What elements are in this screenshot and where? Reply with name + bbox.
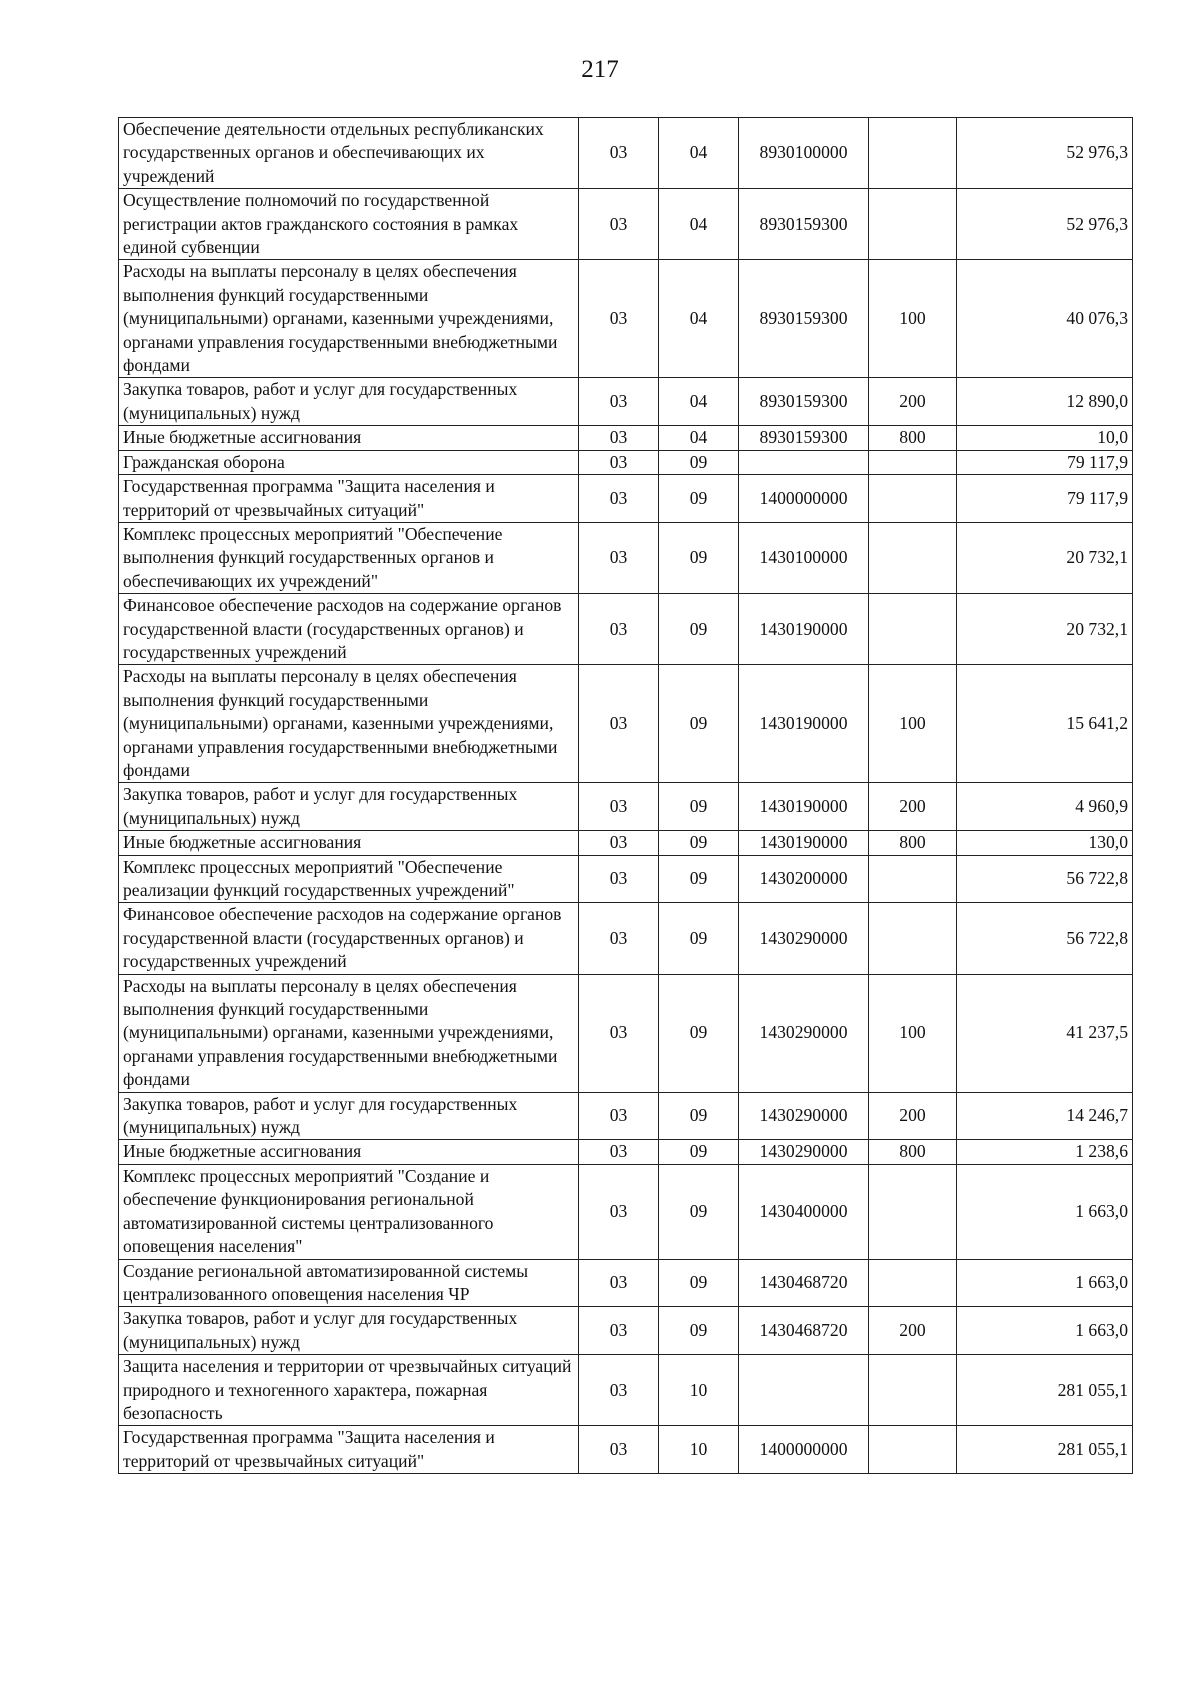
table-row bbox=[119, 1140, 1133, 1164]
subsection-code-cell: 09 bbox=[659, 974, 739, 1092]
row-name-cell: Гражданская оборона bbox=[119, 450, 579, 474]
target-article-cell: 1430190000 bbox=[739, 783, 869, 831]
expense-type-cell: 200 bbox=[869, 1092, 957, 1140]
subsection-code-cell: 04 bbox=[659, 260, 739, 378]
section-code-cell: 03 bbox=[579, 522, 659, 593]
target-article-cell: 1430290000 bbox=[739, 903, 869, 974]
section-code-cell: 03 bbox=[579, 189, 659, 260]
subsection-code-cell: 04 bbox=[659, 426, 739, 450]
table-row bbox=[119, 1426, 1133, 1474]
section-code-cell: 03 bbox=[579, 783, 659, 831]
subsection-code-cell: 09 bbox=[659, 783, 739, 831]
row-name-cell: Финансовое обеспечение расходов на содержание органов государственной власти (государственных органов) и государственных учреждений bbox=[119, 903, 579, 974]
amount-cell: 10,0 bbox=[957, 426, 1133, 450]
section-code-cell: 03 bbox=[579, 475, 659, 523]
amount-cell: 52 976,3 bbox=[957, 118, 1133, 189]
target-article-cell: 8930159300 bbox=[739, 189, 869, 260]
amount-cell: 281 055,1 bbox=[957, 1426, 1133, 1474]
expense-type-cell: 800 bbox=[869, 831, 957, 855]
amount-cell: 15 641,2 bbox=[957, 665, 1133, 783]
expense-type-cell bbox=[869, 1426, 957, 1474]
target-article-cell: 1430190000 bbox=[739, 831, 869, 855]
expense-type-cell: 200 bbox=[869, 783, 957, 831]
target-article-cell: 1430190000 bbox=[739, 665, 869, 783]
table-row bbox=[119, 1092, 1133, 1140]
target-article-cell: 1430290000 bbox=[739, 1140, 869, 1164]
section-code-cell: 03 bbox=[579, 831, 659, 855]
row-name-cell: Комплекс процессных мероприятий "Обеспечение выполнения функций государственных органов и обеспечивающих их учреждений" bbox=[119, 522, 579, 593]
row-name-cell: Расходы на выплаты персоналу в целях обеспечения выполнения функций государственными (муниципальными) органами, казенными учреждениями, органами управления государственными внебюджетными фондами bbox=[119, 260, 579, 378]
table-row bbox=[119, 260, 1133, 378]
subsection-code-cell: 04 bbox=[659, 378, 739, 426]
target-article-cell: 8930100000 bbox=[739, 118, 869, 189]
section-code-cell: 03 bbox=[579, 118, 659, 189]
row-name-cell: Расходы на выплаты персоналу в целях обеспечения выполнения функций государственными (муниципальными) органами, казенными учреждениями, органами управления государственными внебюджетными фондами bbox=[119, 974, 579, 1092]
subsection-code-cell: 09 bbox=[659, 475, 739, 523]
subsection-code-cell: 09 bbox=[659, 903, 739, 974]
budget-table bbox=[118, 117, 1133, 1474]
row-name-cell: Финансовое обеспечение расходов на содержание органов государственной власти (государственных органов) и государственных учреждений bbox=[119, 594, 579, 665]
subsection-code-cell: 09 bbox=[659, 594, 739, 665]
row-name-cell: Создание региональной автоматизированной системы централизованного оповещения населения ЧР bbox=[119, 1259, 579, 1307]
table-row bbox=[119, 1307, 1133, 1355]
section-code-cell: 03 bbox=[579, 260, 659, 378]
expense-type-cell: 100 bbox=[869, 974, 957, 1092]
expense-type-cell bbox=[869, 1164, 957, 1259]
subsection-code-cell: 10 bbox=[659, 1426, 739, 1474]
row-name-cell: Расходы на выплаты персоналу в целях обеспечения выполнения функций государственными (муниципальными) органами, казенными учреждениями, органами управления государственными внебюджетными фондами bbox=[119, 665, 579, 783]
amount-cell: 1 238,6 bbox=[957, 1140, 1133, 1164]
section-code-cell: 03 bbox=[579, 855, 659, 903]
target-article-cell: 1430400000 bbox=[739, 1164, 869, 1259]
amount-cell: 12 890,0 bbox=[957, 378, 1133, 426]
expense-type-cell bbox=[869, 450, 957, 474]
expense-type-cell: 200 bbox=[869, 1307, 957, 1355]
table-row bbox=[119, 450, 1133, 474]
amount-cell: 41 237,5 bbox=[957, 974, 1133, 1092]
expense-type-cell bbox=[869, 855, 957, 903]
amount-cell: 79 117,9 bbox=[957, 450, 1133, 474]
row-name-cell: Комплекс процессных мероприятий "Обеспечение реализации функций государственных учреждений" bbox=[119, 855, 579, 903]
amount-cell: 52 976,3 bbox=[957, 189, 1133, 260]
row-name-cell: Государственная программа "Защита населения и территорий от чрезвычайных ситуаций" bbox=[119, 1426, 579, 1474]
subsection-code-cell: 04 bbox=[659, 189, 739, 260]
expense-type-cell: 100 bbox=[869, 260, 957, 378]
subsection-code-cell: 09 bbox=[659, 1092, 739, 1140]
subsection-code-cell: 09 bbox=[659, 855, 739, 903]
row-name-cell: Закупка товаров, работ и услуг для государственных (муниципальных) нужд bbox=[119, 378, 579, 426]
table-row bbox=[119, 783, 1133, 831]
subsection-code-cell: 10 bbox=[659, 1355, 739, 1426]
row-name-cell: Осуществление полномочий по государственной регистрации актов гражданского состояния в рамках единой субвенции bbox=[119, 189, 579, 260]
row-name-cell: Закупка товаров, работ и услуг для государственных (муниципальных) нужд bbox=[119, 1307, 579, 1355]
expense-type-cell bbox=[869, 475, 957, 523]
subsection-code-cell: 09 bbox=[659, 665, 739, 783]
section-code-cell: 03 bbox=[579, 665, 659, 783]
target-article-cell: 1430468720 bbox=[739, 1259, 869, 1307]
amount-cell: 20 732,1 bbox=[957, 594, 1133, 665]
section-code-cell: 03 bbox=[579, 378, 659, 426]
target-article-cell: 1430468720 bbox=[739, 1307, 869, 1355]
target-article-cell: 1400000000 bbox=[739, 1426, 869, 1474]
section-code-cell: 03 bbox=[579, 974, 659, 1092]
table-row bbox=[119, 118, 1133, 189]
table-row bbox=[119, 475, 1133, 523]
target-article-cell: 1430190000 bbox=[739, 594, 869, 665]
amount-cell: 40 076,3 bbox=[957, 260, 1133, 378]
section-code-cell: 03 bbox=[579, 426, 659, 450]
target-article-cell: 1430100000 bbox=[739, 522, 869, 593]
expense-type-cell bbox=[869, 1355, 957, 1426]
amount-cell: 20 732,1 bbox=[957, 522, 1133, 593]
row-name-cell: Обеспечение деятельности отдельных республиканских государственных органов и обеспечивающих их учреждений bbox=[119, 118, 579, 189]
subsection-code-cell: 09 bbox=[659, 1259, 739, 1307]
table-row bbox=[119, 855, 1133, 903]
section-code-cell: 03 bbox=[579, 1426, 659, 1474]
table-row bbox=[119, 426, 1133, 450]
subsection-code-cell: 09 bbox=[659, 1307, 739, 1355]
amount-cell: 79 117,9 bbox=[957, 475, 1133, 523]
table-row bbox=[119, 189, 1133, 260]
table-row bbox=[119, 903, 1133, 974]
expense-type-cell: 800 bbox=[869, 426, 957, 450]
expense-type-cell bbox=[869, 118, 957, 189]
amount-cell: 1 663,0 bbox=[957, 1307, 1133, 1355]
table-row bbox=[119, 974, 1133, 1092]
subsection-code-cell: 09 bbox=[659, 1140, 739, 1164]
expense-type-cell: 800 bbox=[869, 1140, 957, 1164]
expense-type-cell bbox=[869, 594, 957, 665]
section-code-cell: 03 bbox=[579, 1164, 659, 1259]
expense-type-cell bbox=[869, 1259, 957, 1307]
target-article-cell: 1430290000 bbox=[739, 974, 869, 1092]
row-name-cell: Закупка товаров, работ и услуг для государственных (муниципальных) нужд bbox=[119, 783, 579, 831]
section-code-cell: 03 bbox=[579, 1140, 659, 1164]
row-name-cell: Комплекс процессных мероприятий "Создание и обеспечение функционирования региональной автоматизированной системы централизованного оповещения населения" bbox=[119, 1164, 579, 1259]
expense-type-cell bbox=[869, 189, 957, 260]
table-row bbox=[119, 1355, 1133, 1426]
target-article-cell: 1400000000 bbox=[739, 475, 869, 523]
section-code-cell: 03 bbox=[579, 903, 659, 974]
table-row bbox=[119, 378, 1133, 426]
subsection-code-cell: 09 bbox=[659, 1164, 739, 1259]
amount-cell: 56 722,8 bbox=[957, 855, 1133, 903]
target-article-cell: 8930159300 bbox=[739, 378, 869, 426]
table-row bbox=[119, 831, 1133, 855]
target-article-cell: 8930159300 bbox=[739, 260, 869, 378]
row-name-cell: Иные бюджетные ассигнования bbox=[119, 831, 579, 855]
expense-type-cell: 200 bbox=[869, 378, 957, 426]
amount-cell: 56 722,8 bbox=[957, 903, 1133, 974]
section-code-cell: 03 bbox=[579, 1259, 659, 1307]
expense-type-cell bbox=[869, 522, 957, 593]
amount-cell: 1 663,0 bbox=[957, 1164, 1133, 1259]
table-row bbox=[119, 1259, 1133, 1307]
subsection-code-cell: 09 bbox=[659, 522, 739, 593]
target-article-cell bbox=[739, 450, 869, 474]
section-code-cell: 03 bbox=[579, 1307, 659, 1355]
row-name-cell: Иные бюджетные ассигнования bbox=[119, 426, 579, 450]
section-code-cell: 03 bbox=[579, 1355, 659, 1426]
row-name-cell: Иные бюджетные ассигнования bbox=[119, 1140, 579, 1164]
table-row bbox=[119, 522, 1133, 593]
expense-type-cell: 100 bbox=[869, 665, 957, 783]
budget-table-body bbox=[119, 118, 1133, 1474]
section-code-cell: 03 bbox=[579, 450, 659, 474]
target-article-cell bbox=[739, 1355, 869, 1426]
table-row bbox=[119, 1164, 1133, 1259]
section-code-cell: 03 bbox=[579, 594, 659, 665]
table-row bbox=[119, 594, 1133, 665]
target-article-cell: 1430290000 bbox=[739, 1092, 869, 1140]
page-number: 217 bbox=[581, 56, 619, 83]
expense-type-cell bbox=[869, 903, 957, 974]
amount-cell: 1 663,0 bbox=[957, 1259, 1133, 1307]
subsection-code-cell: 09 bbox=[659, 450, 739, 474]
amount-cell: 14 246,7 bbox=[957, 1092, 1133, 1140]
table-row bbox=[119, 665, 1133, 783]
amount-cell: 130,0 bbox=[957, 831, 1133, 855]
row-name-cell: Государственная программа "Защита населения и территорий от чрезвычайных ситуаций" bbox=[119, 475, 579, 523]
target-article-cell: 1430200000 bbox=[739, 855, 869, 903]
row-name-cell: Закупка товаров, работ и услуг для государственных (муниципальных) нужд bbox=[119, 1092, 579, 1140]
amount-cell: 4 960,9 bbox=[957, 783, 1133, 831]
target-article-cell: 8930159300 bbox=[739, 426, 869, 450]
row-name-cell: Защита населения и территории от чрезвычайных ситуаций природного и техногенного характера, пожарная безопасность bbox=[119, 1355, 579, 1426]
subsection-code-cell: 09 bbox=[659, 831, 739, 855]
section-code-cell: 03 bbox=[579, 1092, 659, 1140]
amount-cell: 281 055,1 bbox=[957, 1355, 1133, 1426]
subsection-code-cell: 04 bbox=[659, 118, 739, 189]
